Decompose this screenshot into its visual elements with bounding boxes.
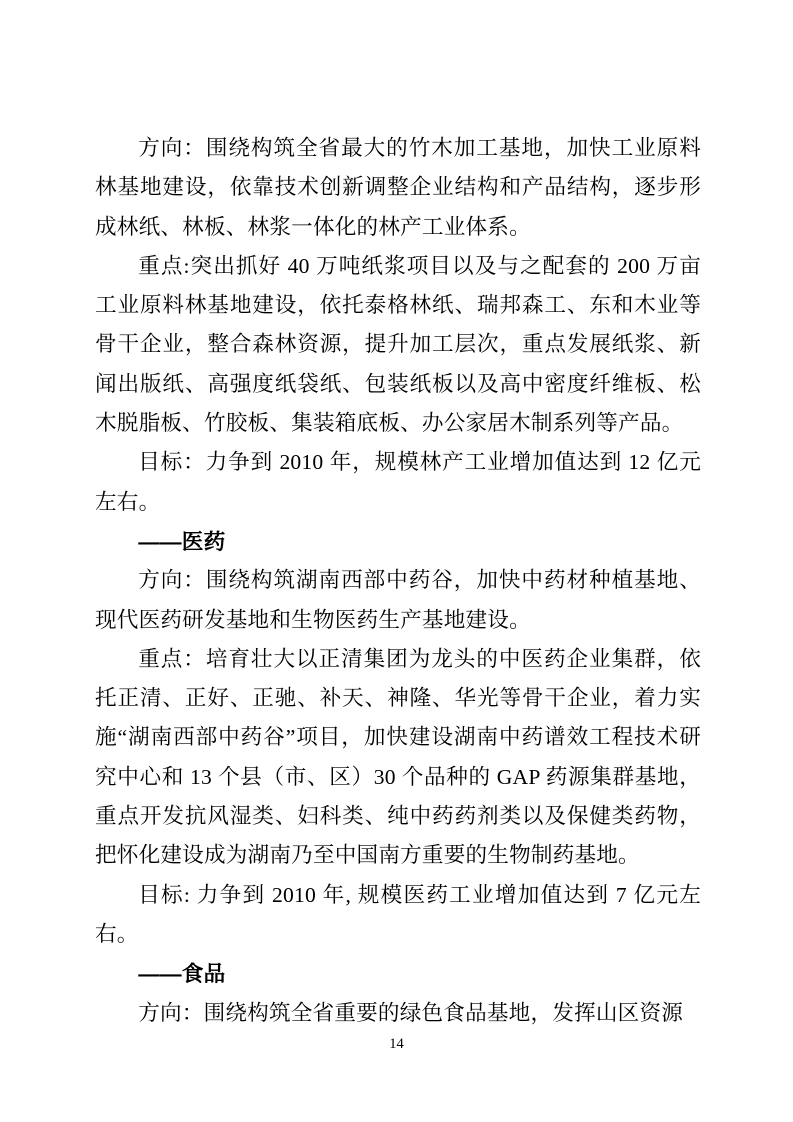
paragraph-direction-medicine: 方向：围绕构筑湖南西部中药谷，加快中药材种植基地、现代医药研发基地和生物医药生产基地建设。 <box>95 568 701 632</box>
section-heading-food: ——食品 <box>138 961 226 987</box>
page-body <box>95 129 701 1033</box>
paragraph-target-medicine: 目标: 力争到 2010 年, 规模医药工业增加值达到 7 亿元左右。 <box>95 882 701 946</box>
page-number: 14 <box>389 1036 404 1052</box>
paragraph-focus-medicine: 重点：培育壮大以正清集团为龙头的中医药企业集群，依托正清、正好、正驰、补天、神隆、华光等骨干企业，着力实施“湖南西部中药谷”项目，加快建设湖南中药谱效工程技术研究中心和 13 个县（市、区）30 个品种的 GAP 药源集群基地，重点开发抗风湿类、妇科类、纯中药药剂类以及保健类药物，把怀化建设成为湖南乃至中国南方重要的生物制药基地。 <box>95 646 701 868</box>
section-heading-medicine: ——医药 <box>138 528 226 554</box>
paragraph-target-forestry: 目标：力争到 2010 年，规模林产工业增加值达到 12 亿元左右。 <box>95 450 701 514</box>
paragraph-direction-forestry: 方向：围绕构筑全省最大的竹木加工基地，加快工业原料林基地建设，依靠技术创新调整企业结构和产品结构，逐步形成林纸、林板、林浆一体化的林产工业体系。 <box>95 136 701 239</box>
paragraph-direction-food: 方向：围绕构筑全省重要的绿色食品基地，发挥山区资源 <box>138 1000 684 1025</box>
paragraph-focus-forestry: 重点:突出抓好 40 万吨纸浆项目以及与之配套的 200 万亩工业原料林基地建设，依托泰格林纸、瑞邦森工、东和木业等骨干企业，整合森林资源，提升加工层次，重点发展纸浆、新闻出版纸、高强度纸袋纸、包装纸板以及高中密度纤维板、松木脱脂板、竹胶板、集装箱底板、办公家居木制系列等产品。 <box>95 253 701 436</box>
